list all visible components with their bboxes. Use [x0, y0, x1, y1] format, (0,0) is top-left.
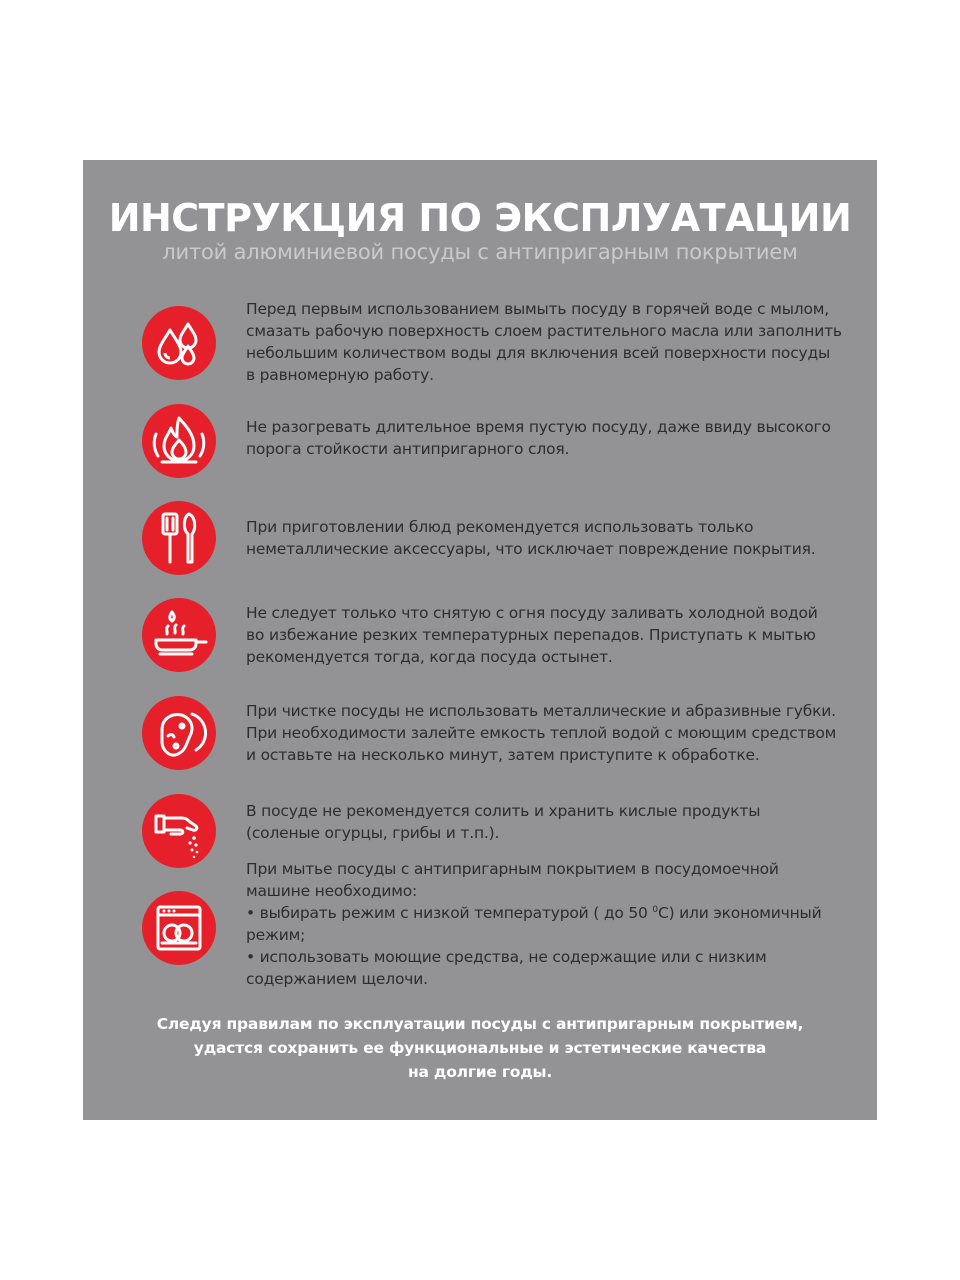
- instruction-item-5: При чистке посуды не использовать металлические и абразивные губки. При необходимости залейте емкость теплой водой с моющим средством и оставьте на несколько минут, затем приступите к обработке.: [246, 702, 837, 764]
- page-title: ИНСТРУКЦИЯ ПО ЭКСПЛУАТАЦИИ: [108, 196, 852, 240]
- sponge-icon: [142, 696, 216, 770]
- instruction-item-4: Не следует только что снятую с огня посуду заливать холодной водой во избежание резких температурных перепадов. Приступать к мытью рекомендуется тогда, когда посуда остынет.: [246, 604, 818, 666]
- instruction-item-1: Перед первым использованием вымыть посуду в горячей воде с мылом, смазать рабочую поверхность слоем растительного масла или заполнить небольшим количеством воды для включения всей поверхности посуды в равномерную работу.: [246, 300, 842, 384]
- closing-note: Следуя правилам по эксплуатации посуды с антипригарным покрытием, удастся сохранить ее функциональные и эстетические качества на долгие годы.: [156, 1015, 804, 1081]
- hot-pan-icon: [142, 598, 216, 672]
- instruction-item-6: В посуде не рекомендуется солить и хранить кислые продукты (соленые огурцы, грибы и т.п.).: [246, 802, 761, 842]
- dishwasher-icon: [142, 891, 216, 965]
- instruction-item-7: При мытье посуды с антипригарным покрытием в посудомоечной машине необходимо: • выбирать режим с низкой температурой ( до 50 $^0$С) или экономичный режим; • использовать моющие средства, не содержащие или с низким содержанием щелочи.: [246, 860, 822, 988]
- utensils-icon: [142, 501, 216, 575]
- page-subtitle: литой алюминиевой посуды с антипригарным покрытием: [162, 240, 798, 264]
- instruction-panel: [83, 160, 877, 1120]
- instruction-item-3: При приготовлении блюд рекомендуется использовать только неметаллические аксессуары, что исключает повреждение покрытия.: [246, 518, 816, 558]
- flame-icon: [142, 404, 216, 478]
- water-drops-icon: [142, 306, 216, 380]
- instruction-item-2: Не разогревать длительное время пустую посуду, даже ввиду высокого порога стойкости антипригарного слоя.: [246, 418, 831, 458]
- salt-hand-icon: [142, 794, 216, 868]
